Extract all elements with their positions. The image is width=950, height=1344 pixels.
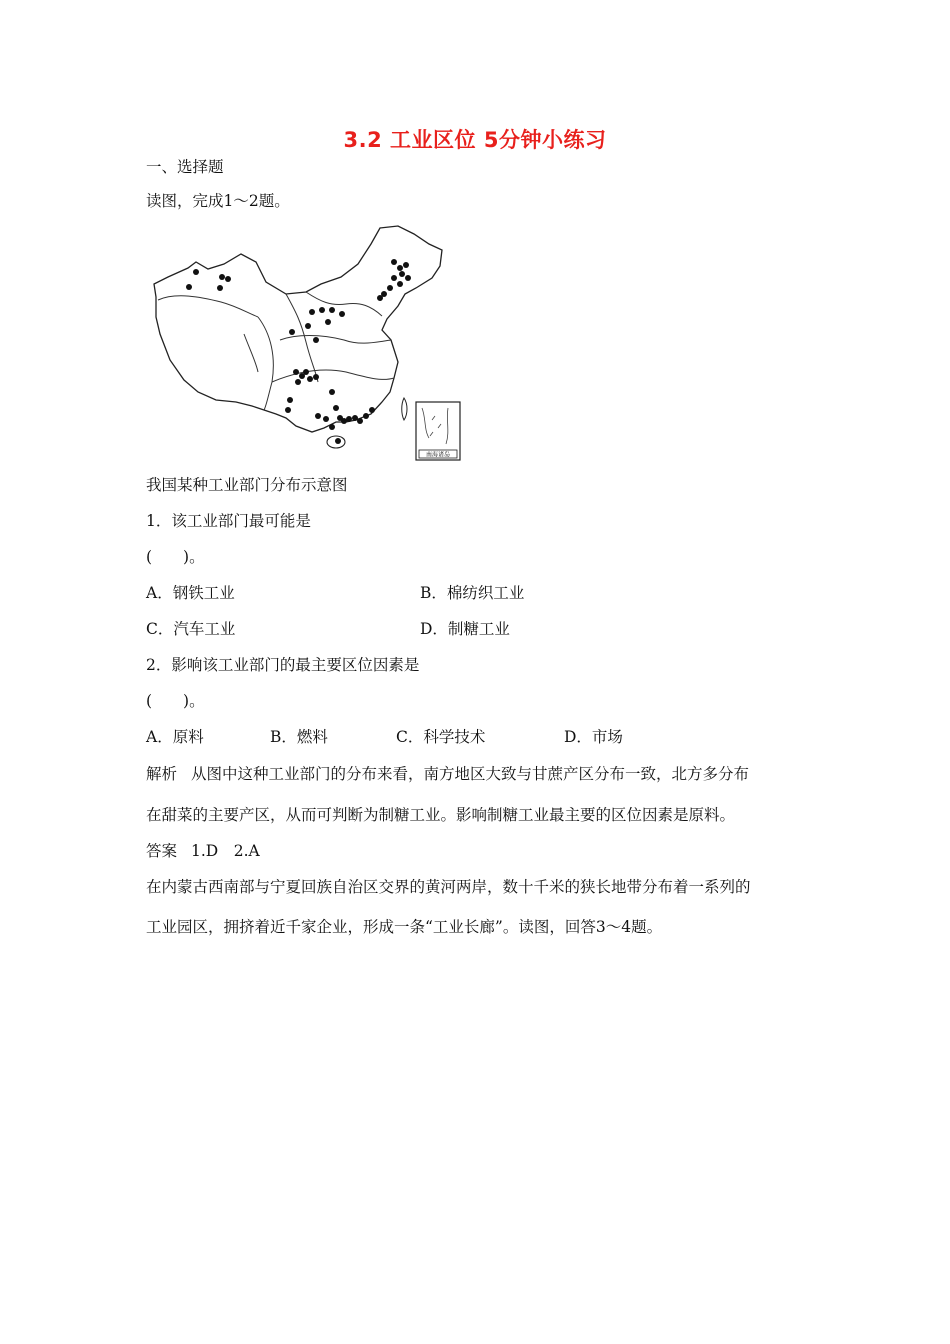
- answer-text: 1.D 2.A: [191, 842, 260, 860]
- intro-text-2-line-1: 在内蒙古西南部与宁夏回族自治区交界的黄河两岸，数十千米的狭长地带分布着一系列的: [146, 878, 751, 896]
- q2-option-c: C．科学技术: [396, 728, 486, 746]
- q2-option-a: A．原料: [146, 728, 204, 746]
- question-1-blank: ( )。: [146, 548, 205, 566]
- south-sea-inset: [416, 402, 460, 460]
- answer-line: [146, 839, 260, 861]
- q1-option-c: C．汽车工业: [146, 620, 236, 638]
- intro-text-2-line-2: 工业园区，拥挤着近千家企业，形成一条“工业长廊”。读图，回答3～4题。: [146, 918, 663, 936]
- q1-option-a: A．钢铁工业: [146, 584, 235, 602]
- q2-option-d: D．市场: [564, 728, 623, 746]
- china-distribution-map: [146, 222, 466, 467]
- analysis-text-1: 从图中这种工业部门的分布来看，南方地区大致与甘蔗产区分布一致，北方多分布: [191, 765, 750, 783]
- answer-label: 答案: [146, 842, 178, 860]
- intro-text-1: 读图，完成1～2题。: [146, 192, 290, 210]
- inset-label: 南海诸岛: [425, 451, 451, 459]
- internal-boundary-1: [158, 296, 258, 317]
- question-2-stem: 2．影响该工业部门的最主要区位因素是: [146, 656, 420, 674]
- map-caption: 我国某种工业部门分布示意图: [146, 476, 348, 494]
- question-1-stem: 1．该工业部门最可能是: [146, 512, 311, 530]
- taiwan-island: [402, 398, 407, 420]
- q2-option-b: B．燃料: [270, 728, 328, 746]
- analysis-line-2: 在甜菜的主要产区，从而可判断为制糖工业。影响制糖工业最主要的区位因素是原料。: [146, 806, 736, 824]
- question-2-blank: ( )。: [146, 692, 205, 710]
- internal-boundary-7: [244, 334, 258, 372]
- internal-boundary-3: [286, 294, 318, 382]
- q1-option-d: D．制糖工业: [420, 620, 510, 638]
- section-heading: 一、选择题: [146, 158, 224, 176]
- china-outline: [154, 226, 442, 432]
- q1-option-b: B．棉纺织工业: [420, 584, 525, 602]
- factory-dots: [186, 259, 411, 444]
- internal-boundary-6: [280, 336, 391, 344]
- analysis-label: 解析: [146, 765, 178, 783]
- page-title: 3.2 工业区位 5分钟小练习: [343, 128, 607, 152]
- analysis-line-1: [146, 762, 749, 784]
- internal-boundary-2: [258, 317, 273, 410]
- internal-boundary-5: [272, 370, 394, 382]
